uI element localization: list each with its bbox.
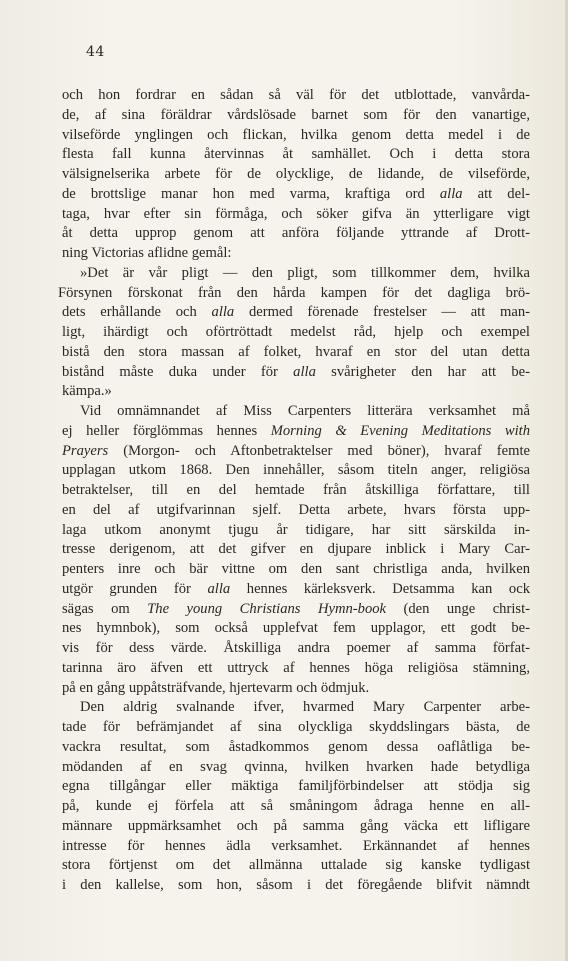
text-line: dets erhållande och alla dermed förenade frestelser — att man- (62, 304, 530, 321)
text-line: penters inre och bär vittne om den sant christliga anda, hvilken (62, 561, 530, 577)
text-line: intresse för hennes ädla verksamhet. Erkännandet af hennes (62, 837, 530, 854)
text-line: vis för dess värde. Åtskilliga andra poemer af samma förfat- (62, 640, 530, 656)
text-line: tarinna äro äfven ett uttryck af hennes höga religiösa stämning, (62, 659, 530, 676)
page-number: 44 (86, 44, 105, 60)
text-line: taga, hvar efter sin förmåga, och söker gifva än ytterligare vigt (62, 205, 530, 222)
text-line: ligt, ihärdigt och oförtröttadt medelst råd, hjelp och exempel (62, 324, 530, 340)
text-line: upplagan utkom 1868. Den innehåller, såsom titeln anger, religiösa (62, 462, 530, 479)
text-line: tresse derigenom, att det gifver en djupare inblick i Mary Car- (62, 541, 530, 558)
text-line: ning Victorias aflidne gemål: (62, 245, 232, 261)
text-line: Prayers (Morgon- och Aftonbetraktelser med böner), hvaraf femte (62, 442, 530, 459)
text-line: Den aldrig svalnande ifver, hvarmed Mary Carpenter arbe- (80, 699, 530, 716)
text-line: laga utkom anonymt tjugu år tidigare, har sitt särskilda in- (62, 521, 530, 538)
text-line: flesta fall kunna återvinnas åt samhället. Och i detta stora (62, 146, 530, 163)
text-line: Försynen förskonat från den hårda kampen för det dagliga brö- (58, 284, 530, 301)
text-line: en del af utgifvarinnan sjelf. Detta arbete, hvars första upp- (62, 501, 530, 518)
text-line: nes hymnbok), som också upplefvat fem upplagor, ett godt be- (62, 620, 530, 637)
text-line: bistå den stora massan af folket, hvaraf en stor del utan detta (62, 343, 530, 360)
body-text (58, 86, 530, 896)
text-line: de brottslige manar hon med varma, kraftiga ord alla att del- (62, 185, 530, 202)
text-line: »Det är vår pligt — den pligt, som tillkommer dem, hvilka (80, 264, 530, 281)
text-line: Vid omnämnandet af Miss Carpenters litterära verksamhet må (80, 403, 530, 419)
text-line: vackra resultat, som åstadkommos genom dessa oaflåtliga be- (62, 738, 530, 755)
text-line: på, kunde ej förfela att så småningom ådraga henne en all- (62, 798, 530, 814)
text-line: välsignelserika arbete för de olycklige, de lidande, de vilseförde, (62, 166, 530, 182)
text-line: de, af sina föräldrar vårdslösade barnet som för den vanartige, (62, 106, 530, 123)
text-line: i den kallelse, som hon, såsom i det föregående blifvit nämndt (62, 877, 530, 893)
text-line: mödanden af en svag qvinna, hvilken hvarken hade betydliga (62, 758, 530, 775)
text-line: ej heller förglömmas hennes Morning & Evening Meditations with (62, 422, 530, 439)
text-line: männare uppmärksamhet och på samma gång väcka ett lifligare (62, 817, 530, 834)
text-line: utgör grunden för alla hennes kärleksverk. Detsamma kan ock (62, 580, 530, 597)
text-line: åt detta upprop genom att anföra följande yttrande af Drott- (62, 225, 530, 242)
text-line: betraktelser, till en del hemtade från åtskilliga författare, till (62, 482, 530, 498)
text-line: egna tillgångar eller mäktiga familjförbindelser att stödja sig (62, 778, 530, 795)
text-line: bistånd måste duka under för alla svårigheter den har att be- (62, 363, 530, 380)
text-line: tade för befrämjandet af sina olyckliga skyddslingars bästa, de (62, 719, 530, 735)
text-line: vilseförde ynglingen och flickan, hvilka genom detta medel i de (62, 126, 530, 143)
text-line: och hon fordrar en sådan så väl för det utblottade, vanvårda- (62, 87, 530, 103)
text-line: sägas om The young Christians Hymn-book (den unge christ- (62, 600, 530, 617)
text-line: på en gång uppåtsträfvande, hjertevarm och ödmjuk. (62, 679, 370, 696)
text-line: kämpa.» (62, 383, 112, 400)
text-line: stora förtjenst om det allmänna uttalade sig kanske tydligast (62, 857, 530, 874)
